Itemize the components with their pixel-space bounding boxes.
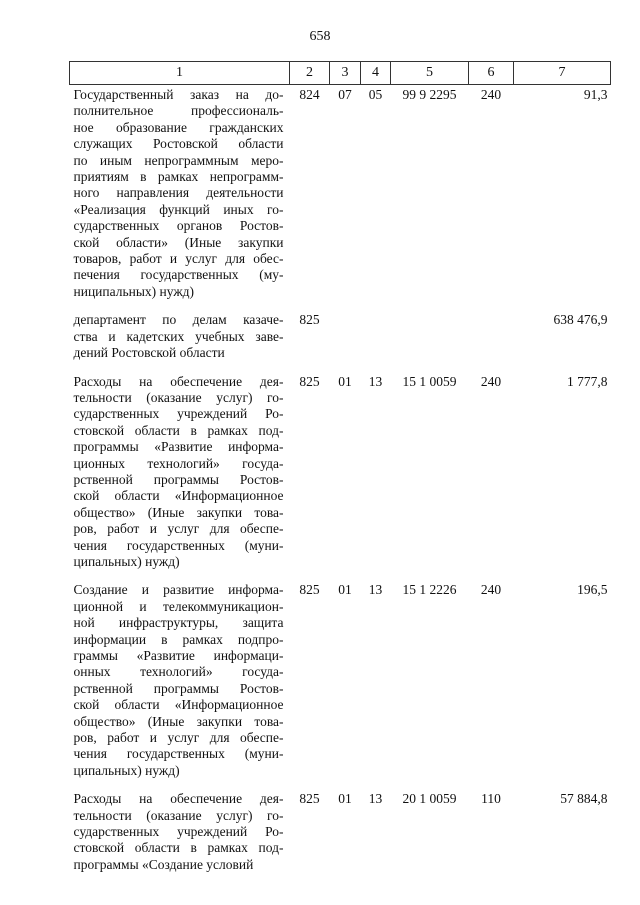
description-line: рственной программы Ростов-	[73, 471, 284, 487]
page-number: 658	[309, 29, 331, 44]
description-line: ниципальных) нужд)	[73, 283, 195, 299]
admin-code: 824	[299, 87, 320, 102]
table-row	[70, 372, 611, 581]
table-row	[70, 310, 611, 371]
admin-code: 825	[299, 373, 320, 389]
description-line: ное образование гражданских	[73, 119, 284, 135]
amount: 196,5	[577, 582, 608, 598]
description-line: сударственных учреждений Ро-	[73, 406, 284, 422]
table-row	[70, 85, 611, 311]
subsection-code: 05	[368, 87, 383, 102]
expense-type-code	[469, 310, 514, 371]
description-line: «Реализация функций иных го-	[73, 201, 284, 217]
expense-type-code: 240	[480, 87, 502, 102]
description-line: Расходы на обеспечение дея-	[73, 791, 284, 807]
row-description	[70, 85, 290, 311]
column-header: 2	[290, 62, 330, 85]
row-description	[70, 310, 290, 371]
description-line: Государственный заказ на до-	[73, 87, 284, 102]
description-line: ного направления деятельности	[73, 185, 284, 201]
target-article-code	[391, 310, 469, 371]
amount: 91,3	[583, 87, 608, 102]
amount: 638 476,9	[553, 312, 608, 328]
column-header: 3	[330, 62, 361, 85]
description-line: ской области «Информационное	[73, 697, 284, 713]
admin-code: 825	[299, 582, 320, 598]
subsection-code	[361, 310, 391, 371]
description-line: ционной и телекоммуникацион-	[73, 598, 284, 614]
description-line: дений Ростовской области	[73, 345, 225, 361]
description-line: сударственных учреждений Ро-	[73, 824, 284, 840]
description-line: общество» (Иные закупки това-	[73, 504, 284, 520]
description-line: граммы «Развитие информаци-	[73, 648, 284, 663]
admin-code: 825	[299, 791, 320, 807]
description-line: по иным непрограммным меро-	[73, 152, 284, 168]
section-code: 07	[338, 87, 352, 102]
description-line: ципальных) нужд)	[73, 762, 180, 778]
target-article-code: 20 1 0059	[402, 791, 457, 807]
description-line: ской области» (Иные закупки	[73, 234, 284, 250]
description-line: ципальных) нужд)	[73, 553, 180, 569]
description-line: программы «Развитие информа-	[73, 439, 284, 455]
description-line: полнительное профессиональ-	[73, 103, 284, 119]
amount: 1 777,8	[567, 373, 608, 389]
amount: 57 884,8	[560, 791, 608, 807]
description-line: онных технологий» госуда-	[73, 664, 284, 680]
description-line: печения государственных (му-	[73, 267, 284, 283]
expense-type-code: 110	[481, 791, 501, 807]
description-line: ной инфраструктуры, защита	[73, 615, 284, 631]
target-article-code: 99 9 2295	[402, 87, 457, 102]
description-line: рственной программы Ростов-	[73, 680, 284, 696]
description-line: ров, работ и услуг для обеспе-	[73, 521, 284, 537]
description-line: Создание и развитие информа-	[73, 582, 284, 598]
description-line: стовской области в рамках под-	[73, 422, 284, 438]
subsection-code: 13	[368, 373, 383, 389]
description-line: ров, работ и услуг для обеспе-	[73, 730, 284, 746]
description-line: тельности (оказание услуг) го-	[73, 807, 284, 823]
description-line: тельности (оказание услуг) го-	[73, 389, 284, 405]
description-line: информации в рамках подпро-	[73, 631, 284, 647]
row-description	[70, 789, 290, 883]
column-header: 5	[391, 62, 469, 85]
description-line: Расходы на обеспечение дея-	[73, 373, 284, 389]
section-code: 01	[338, 373, 352, 389]
row-description	[70, 372, 290, 581]
description-line: чения государственных (муни-	[73, 537, 284, 553]
table-row	[70, 789, 611, 883]
description-line: служащих Ростовской области	[73, 136, 284, 152]
description-line: общество» (Иные закупки това-	[73, 713, 284, 729]
description-line: департамент по делам казаче-	[73, 312, 284, 328]
column-header: 4	[361, 62, 391, 85]
description-line: товаров, работ и услуг для обес-	[73, 251, 284, 267]
section-code: 01	[338, 791, 352, 807]
description-line: ской области «Информационное	[73, 488, 284, 504]
table-row	[70, 580, 611, 789]
description-line: программы «Создание условий	[73, 856, 254, 872]
subsection-code: 13	[368, 582, 383, 598]
column-header: 1	[70, 62, 290, 85]
admin-code: 825	[299, 312, 320, 328]
target-article-code: 15 1 2226	[402, 582, 457, 598]
budget-table	[69, 61, 611, 883]
description-line: ства и кадетских учебных заве-	[73, 328, 284, 344]
subsection-code: 13	[368, 791, 383, 807]
column-header: 7	[514, 62, 611, 85]
target-article-code: 15 1 0059	[402, 373, 457, 389]
row-description	[70, 580, 290, 789]
section-code: 01	[338, 582, 352, 598]
description-line: ционных технологий» госуда-	[73, 455, 284, 471]
expense-type-code: 240	[480, 582, 502, 598]
header-row	[70, 62, 611, 85]
section-code	[330, 310, 361, 371]
description-line: приятиям в рамках непрограмм-	[73, 169, 284, 185]
expense-type-code: 240	[480, 373, 502, 389]
description-line: чения государственных (муни-	[73, 746, 284, 762]
description-line: сударственных органов Ростов-	[73, 218, 284, 234]
column-header: 6	[469, 62, 514, 85]
description-line: стовской области в рамках под-	[73, 840, 284, 856]
